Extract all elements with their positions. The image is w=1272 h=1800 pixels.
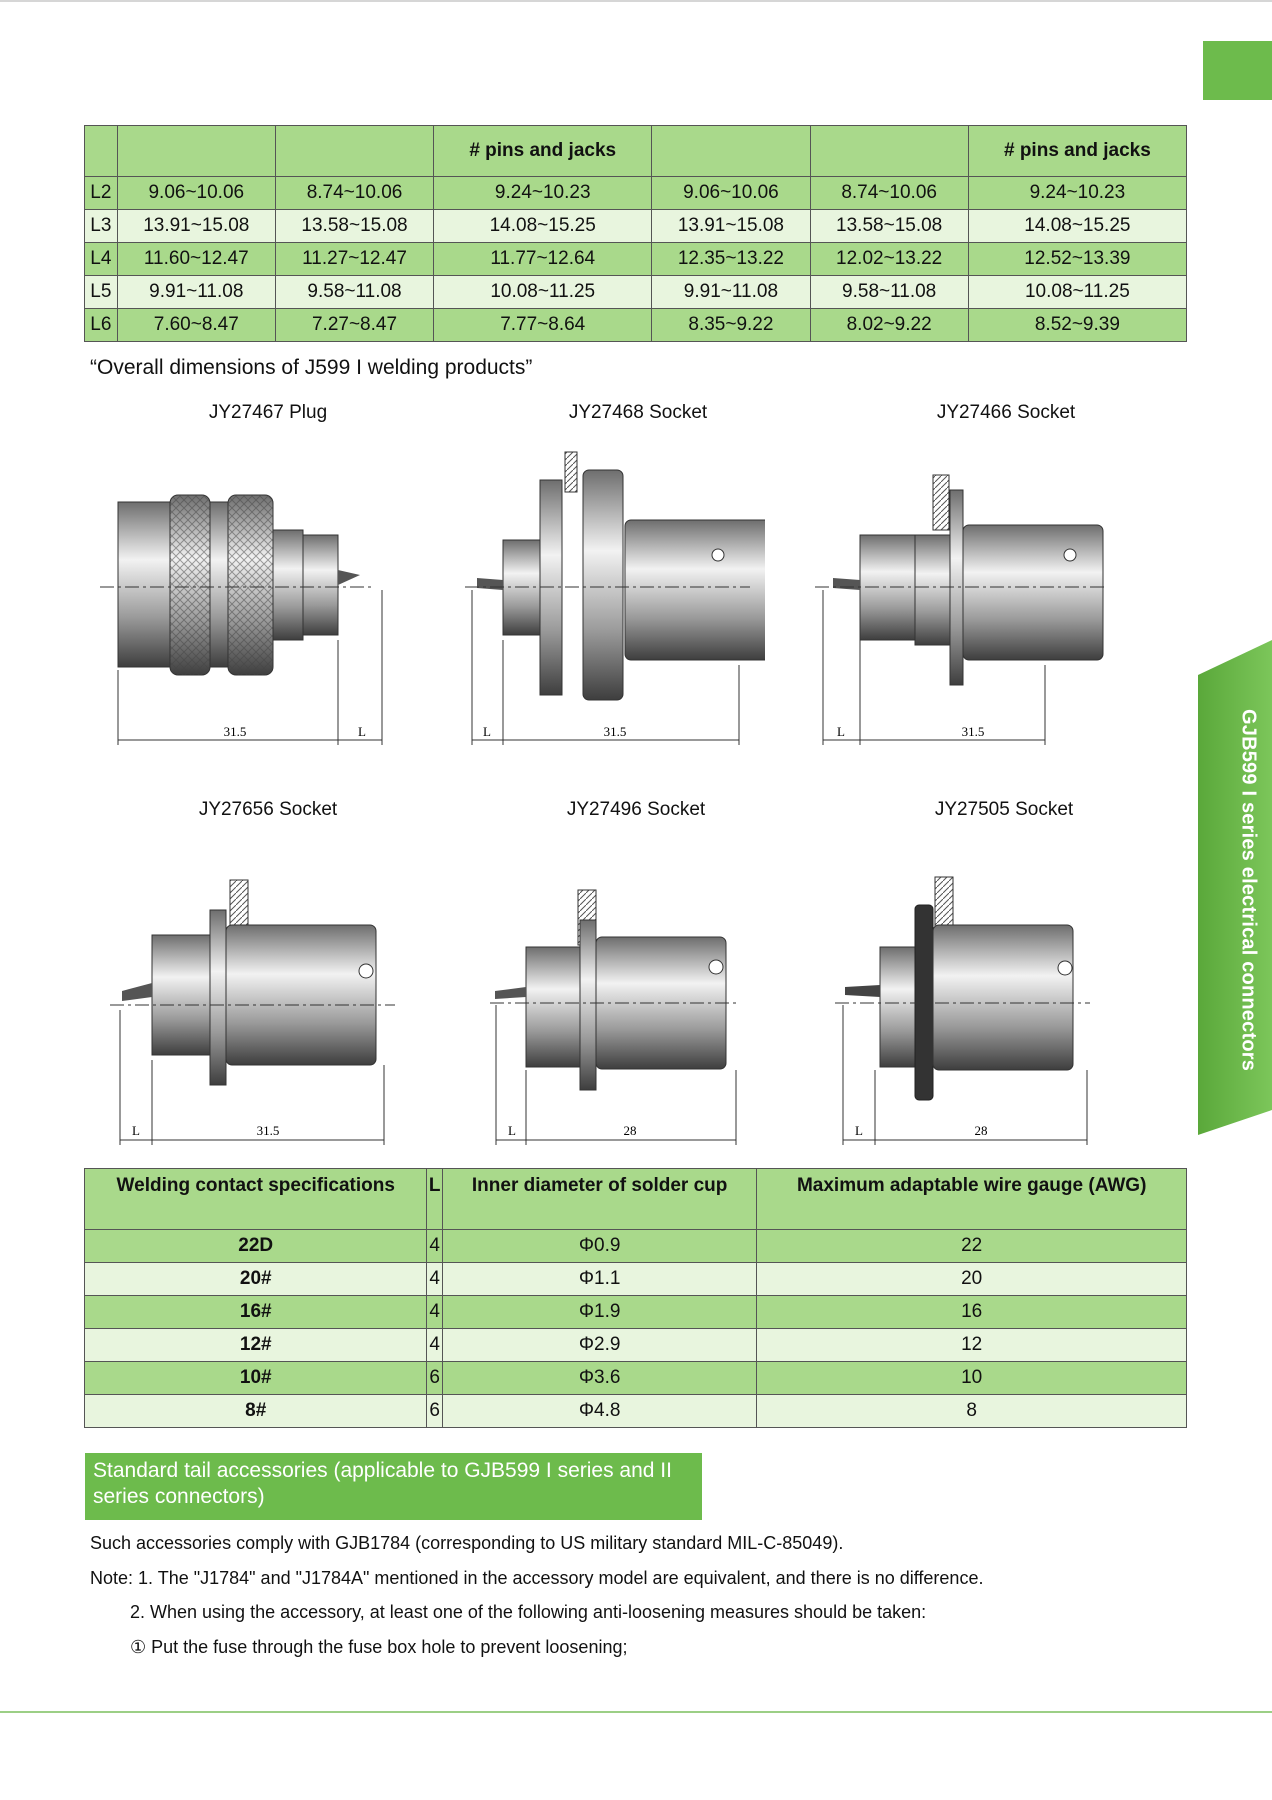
drawing-label-jy27496: JY27496 Socket — [566, 799, 706, 820]
table-cell: L6 — [85, 309, 118, 342]
socket-drawing-jy27466 — [815, 440, 1115, 750]
weld-table-header-0: Welding contact specifications — [85, 1169, 427, 1230]
drawing-label-jy27656: JY27656 Socket — [198, 799, 338, 820]
table-cell: 20 — [757, 1263, 1187, 1296]
table-cell: 10.08~11.25 — [434, 276, 652, 309]
table-cell: 11.60~12.47 — [117, 243, 275, 276]
svg-text:L: L — [132, 1123, 140, 1138]
table-row — [85, 177, 1187, 210]
table-cell: 8.35~9.22 — [652, 309, 810, 342]
svg-text:31.5: 31.5 — [256, 1123, 280, 1138]
drawing-label-jy27467: JY27467 Plug — [208, 402, 328, 423]
table-cell: L2 — [85, 177, 118, 210]
paragraph-1: Such accessories comply with GJB1784 (corresponding to US military standard MIL-C-85049). — [90, 1533, 844, 1553]
table-row — [85, 1362, 1187, 1395]
drawing-label-jy27466: JY27466 Socket — [936, 402, 1076, 423]
bottom-rule — [0, 1711, 1272, 1713]
table-cell: Φ3.6 — [442, 1362, 756, 1395]
table-cell: 9.58~11.08 — [810, 276, 968, 309]
table-cell: 12 — [757, 1329, 1187, 1362]
table-cell: 8.74~10.06 — [275, 177, 433, 210]
top-rule — [0, 0, 1272, 2]
table-cell: 13.91~15.08 — [652, 210, 810, 243]
dim-table-header-3: # pins and jacks — [434, 126, 652, 177]
table-cell: L5 — [85, 276, 118, 309]
svg-text:L: L — [837, 724, 845, 739]
table-cell: Φ2.9 — [442, 1329, 756, 1362]
weld-table-header-2: Inner diameter of solder cup — [442, 1169, 756, 1230]
table-cell: 6 — [427, 1395, 442, 1428]
dim-table-header-4 — [652, 126, 810, 177]
table-row — [85, 276, 1187, 309]
svg-text:28: 28 — [974, 1123, 988, 1138]
dim-table-header-1 — [117, 126, 275, 177]
table-cell: 10 — [757, 1362, 1187, 1395]
table-cell: 13.58~15.08 — [275, 210, 433, 243]
table-cell: 10.08~11.25 — [968, 276, 1186, 309]
table-cell: 20# — [85, 1263, 427, 1296]
table-cell: 12.02~13.22 — [810, 243, 968, 276]
table-cell: 8.74~10.06 — [810, 177, 968, 210]
table-cell: 11.77~12.64 — [434, 243, 652, 276]
table-cell: 22 — [757, 1230, 1187, 1263]
table-cell: 12.52~13.39 — [968, 243, 1186, 276]
table-cell: 10# — [85, 1362, 427, 1395]
svg-text:L: L — [483, 724, 491, 739]
table-cell: 7.27~8.47 — [275, 309, 433, 342]
table-cell: 11.27~12.47 — [275, 243, 433, 276]
socket-drawing-jy27496 — [490, 875, 760, 1155]
table-cell: 7.77~8.64 — [434, 309, 652, 342]
welding-contact-table — [84, 1168, 1187, 1428]
svg-text:L: L — [508, 1123, 516, 1138]
table-cell: 9.91~11.08 — [652, 276, 810, 309]
table-row — [85, 243, 1187, 276]
dimension-table — [84, 125, 1187, 342]
section-banner: Standard tail accessories (applicable to GJB599 I series and II series connectors) — [85, 1453, 702, 1520]
table-cell: 7.60~8.47 — [117, 309, 275, 342]
table-row — [85, 309, 1187, 342]
table-row — [85, 1395, 1187, 1428]
table-cell: 8 — [757, 1395, 1187, 1428]
table-cell: 14.08~15.25 — [968, 210, 1186, 243]
dim-table-header-6: # pins and jacks — [968, 126, 1186, 177]
table-cell: 9.24~10.23 — [968, 177, 1186, 210]
paragraph-2: Note: 1. The "J1784" and "J1784A" mentioned in the accessory model are equivalent, and there is no difference. — [90, 1568, 984, 1588]
socket-drawing-jy27505 — [835, 875, 1105, 1155]
table-cell: 4 — [427, 1329, 442, 1362]
table-cell: 16 — [757, 1296, 1187, 1329]
svg-text:31.5: 31.5 — [961, 724, 985, 739]
dim-table-header-2 — [275, 126, 433, 177]
svg-text:28: 28 — [623, 1123, 637, 1138]
dim-l: L — [358, 724, 366, 739]
drawings-caption: “Overall dimensions of J599 I welding products” — [90, 356, 533, 379]
table-cell: 9.06~10.06 — [652, 177, 810, 210]
table-cell: L3 — [85, 210, 118, 243]
plug-drawing-jy27467 — [100, 440, 400, 750]
table-row — [85, 1296, 1187, 1329]
table-cell: 14.08~15.25 — [434, 210, 652, 243]
table-cell: L4 — [85, 243, 118, 276]
table-cell: Φ1.1 — [442, 1263, 756, 1296]
socket-drawing-jy27468 — [465, 440, 765, 750]
paragraph-4: ① Put the fuse through the fuse box hole to prevent loosening; — [130, 1637, 628, 1657]
table-cell: 9.58~11.08 — [275, 276, 433, 309]
dim-main: 31.5 — [223, 724, 247, 739]
table-cell: 16# — [85, 1296, 427, 1329]
table-cell: 22D — [85, 1230, 427, 1263]
table-cell: 4 — [427, 1296, 442, 1329]
drawing-label-jy27468: JY27468 Socket — [568, 402, 708, 423]
side-label: GJB599 I series electrical connectors — [1237, 708, 1260, 1072]
socket-drawing-jy27656 — [110, 875, 410, 1155]
table-cell: Φ4.8 — [442, 1395, 756, 1428]
table-row — [85, 1263, 1187, 1296]
table-cell: 4 — [427, 1263, 442, 1296]
table-cell: 8# — [85, 1395, 427, 1428]
table-cell: 9.06~10.06 — [117, 177, 275, 210]
table-row — [85, 1329, 1187, 1362]
weld-table-header-3: Maximum adaptable wire gauge (AWG) — [757, 1169, 1187, 1230]
table-cell: 6 — [427, 1362, 442, 1395]
weld-table-header-1: L — [427, 1169, 442, 1230]
svg-text:31.5: 31.5 — [603, 724, 627, 739]
table-cell: Φ0.9 — [442, 1230, 756, 1263]
table-cell: Φ1.9 — [442, 1296, 756, 1329]
dim-table-header-0 — [85, 126, 118, 177]
dim-table-header-5 — [810, 126, 968, 177]
table-cell: 13.58~15.08 — [810, 210, 968, 243]
table-row — [85, 210, 1187, 243]
table-cell: 13.91~15.08 — [117, 210, 275, 243]
svg-text:L: L — [855, 1123, 863, 1138]
drawing-label-jy27505: JY27505 Socket — [934, 799, 1074, 820]
table-cell: 9.91~11.08 — [117, 276, 275, 309]
table-cell: 12.35~13.22 — [652, 243, 810, 276]
paragraph-3: 2. When using the accessory, at least one of the following anti-loosening measures should be taken: — [130, 1602, 927, 1622]
table-cell: 4 — [427, 1230, 442, 1263]
corner-tab — [1203, 41, 1272, 100]
table-row — [85, 1230, 1187, 1263]
table-cell: 12# — [85, 1329, 427, 1362]
table-cell: 9.24~10.23 — [434, 177, 652, 210]
table-cell: 8.52~9.39 — [968, 309, 1186, 342]
table-cell: 8.02~9.22 — [810, 309, 968, 342]
